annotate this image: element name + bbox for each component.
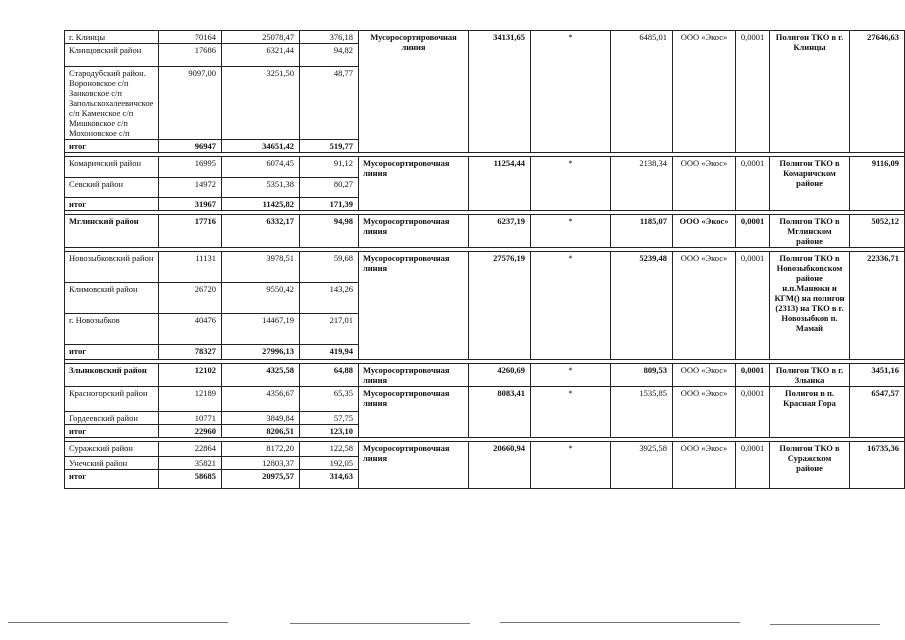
volume-cell: 94,82 — [300, 44, 359, 67]
coef-cell: 0,0001 — [736, 31, 770, 153]
mass-cell: 6074,45 — [222, 157, 300, 178]
population-cell: 31967 — [159, 198, 222, 211]
volume-cell: 171,39 — [300, 198, 359, 211]
mass-cell: 3251,50 — [222, 67, 300, 140]
population-cell: 35821 — [159, 457, 222, 470]
table-row — [65, 215, 905, 248]
population-cell: 14972 — [159, 178, 222, 198]
landfill-cell: Полигон в п. Красная Гора — [770, 387, 850, 438]
capacity-cell: 20660,94 — [469, 442, 531, 489]
mass-cell: 6332,17 — [222, 215, 300, 248]
district-cell: Красногорский район — [65, 387, 159, 412]
mass-cell: 5351,38 — [222, 178, 300, 198]
facility-cell: Мусоросортировочная линия — [359, 215, 469, 248]
district-cell: Унечский район — [65, 457, 159, 470]
volume-cell: 94,98 — [300, 215, 359, 248]
mass-cell: 8172,20 — [222, 442, 300, 457]
landfill-cell: Полигон ТКО в Суражском районе — [770, 442, 850, 489]
volume-cell: 192,05 — [300, 457, 359, 470]
district-cell: Суражский район — [65, 442, 159, 457]
district-cell: итог — [65, 198, 159, 211]
volume-cell: 519,77 — [300, 140, 359, 153]
result-cell: 27646,63 — [850, 31, 905, 153]
mass-cell: 27996,13 — [222, 345, 300, 360]
result-cell: 6547,57 — [850, 387, 905, 438]
volume-cell: 65,35 — [300, 387, 359, 412]
volume-cell: 123,10 — [300, 425, 359, 438]
population-cell: 12102 — [159, 364, 222, 387]
mark-cell: * — [531, 364, 611, 387]
mass-cell: 4325,58 — [222, 364, 300, 387]
district-cell: Злынковский район — [65, 364, 159, 387]
volume-cell: 48,77 — [300, 67, 359, 140]
sorted-cell: 1185,07 — [611, 215, 673, 248]
table-row — [65, 157, 905, 178]
mass-cell: 14467,19 — [222, 314, 300, 345]
operator-cell: ООО «Экос» — [673, 31, 736, 153]
landfill-cell: Полигон ТКО в г. Злынка — [770, 364, 850, 387]
operator-cell: ООО «Экос» — [673, 364, 736, 387]
table-row — [65, 252, 905, 283]
population-cell: 16995 — [159, 157, 222, 178]
sorted-cell: 1535,85 — [611, 387, 673, 438]
volume-cell: 314,63 — [300, 470, 359, 489]
waste-flow-table — [64, 30, 905, 489]
result-cell: 3451,16 — [850, 364, 905, 387]
population-cell: 26720 — [159, 283, 222, 314]
table-row — [65, 442, 905, 457]
coef-cell: 0,0001 — [736, 387, 770, 438]
mark-cell: * — [531, 215, 611, 248]
volume-cell: 80,27 — [300, 178, 359, 198]
facility-cell: Мусоросортировочная линия — [359, 364, 469, 387]
mark-cell: * — [531, 387, 611, 438]
mass-cell: 34651,42 — [222, 140, 300, 153]
operator-cell: ООО «Экос» — [673, 157, 736, 211]
mark-cell: * — [531, 252, 611, 360]
capacity-cell: 8083,41 — [469, 387, 531, 438]
population-cell: 22864 — [159, 442, 222, 457]
facility-cell: Мусоросортировочная линия — [359, 387, 469, 438]
mass-cell: 3849,84 — [222, 412, 300, 425]
table-row — [65, 387, 905, 412]
mark-cell: * — [531, 442, 611, 489]
population-cell: 10771 — [159, 412, 222, 425]
volume-cell: 217,01 — [300, 314, 359, 345]
operator-cell: ООО «Экос» — [673, 252, 736, 360]
sorted-cell: 6485,01 — [611, 31, 673, 153]
volume-cell: 59,68 — [300, 252, 359, 283]
facility-cell: Мусоросортировочная линия — [359, 442, 469, 489]
capacity-cell: 34131,65 — [469, 31, 531, 153]
mass-cell: 12803,37 — [222, 457, 300, 470]
mass-cell: 9550,42 — [222, 283, 300, 314]
district-cell: Мглинский район — [65, 215, 159, 248]
district-cell: итог — [65, 470, 159, 489]
district-cell: Гордеевский район — [65, 412, 159, 425]
district-cell: г. Клинцы — [65, 31, 159, 44]
district-cell: Климовский район — [65, 283, 159, 314]
population-cell: 17716 — [159, 215, 222, 248]
district-cell: итог — [65, 425, 159, 438]
mass-cell: 20975,57 — [222, 470, 300, 489]
district-cell: Новозыбковский район — [65, 252, 159, 283]
sorted-cell: 809,53 — [611, 364, 673, 387]
volume-cell: 64,88 — [300, 364, 359, 387]
capacity-cell: 4260,69 — [469, 364, 531, 387]
volume-cell: 376,18 — [300, 31, 359, 44]
result-cell: 5052,12 — [850, 215, 905, 248]
table-row — [65, 31, 905, 44]
district-cell: Севский район — [65, 178, 159, 198]
result-cell: 9116,09 — [850, 157, 905, 211]
landfill-cell: Полигон ТКО в Мглинском районе — [770, 215, 850, 248]
mass-cell: 3978,51 — [222, 252, 300, 283]
capacity-cell: 11254,44 — [469, 157, 531, 211]
district-cell: Комаричский район — [65, 157, 159, 178]
facility-cell: Мусоросортировочная линия — [359, 31, 469, 153]
operator-cell: ООО «Экос» — [673, 387, 736, 438]
volume-cell: 91,12 — [300, 157, 359, 178]
district-cell: итог — [65, 345, 159, 360]
result-cell: 22336,71 — [850, 252, 905, 360]
population-cell: 22960 — [159, 425, 222, 438]
mass-cell: 25078,47 — [222, 31, 300, 44]
operator-cell: ООО «Экос» — [673, 215, 736, 248]
population-cell: 12189 — [159, 387, 222, 412]
coef-cell: 0,0001 — [736, 364, 770, 387]
landfill-cell: Полигон ТКО в г. Клинцы — [770, 31, 850, 153]
result-cell: 16735,36 — [850, 442, 905, 489]
table-row — [65, 364, 905, 387]
capacity-cell: 6237,19 — [469, 215, 531, 248]
volume-cell: 122,58 — [300, 442, 359, 457]
coef-cell: 0,0001 — [736, 252, 770, 360]
population-cell: 17686 — [159, 44, 222, 67]
landfill-cell: Полигон ТКО в Комаричском районе — [770, 157, 850, 211]
volume-cell: 143,26 — [300, 283, 359, 314]
district-cell: Клинцовский район — [65, 44, 159, 67]
district-cell: Стародубский район. Вороновское с/п Занковское с/п Запольскохалеевичское с/п Каменское с/п Мишковское с/п Мохоновское с/п — [65, 67, 159, 140]
operator-cell: ООО «Экос» — [673, 442, 736, 489]
landfill-cell: Полигон ТКО в Новозыбковском районе н.п.Манюки и КГМ() на полигон (2313) на ТКО в г. Новозыбков п. Мамай — [770, 252, 850, 360]
population-cell: 40476 — [159, 314, 222, 345]
population-cell: 11131 — [159, 252, 222, 283]
coef-cell: 0,0001 — [736, 157, 770, 211]
volume-cell: 419,94 — [300, 345, 359, 360]
population-cell: 96947 — [159, 140, 222, 153]
coef-cell: 0,0001 — [736, 442, 770, 489]
sorted-cell: 3925,58 — [611, 442, 673, 489]
mass-cell: 8206,51 — [222, 425, 300, 438]
population-cell: 70164 — [159, 31, 222, 44]
coef-cell: 0,0001 — [736, 215, 770, 248]
district-cell: г. Новозыбков — [65, 314, 159, 345]
volume-cell: 57,75 — [300, 412, 359, 425]
mark-cell: * — [531, 157, 611, 211]
district-cell: итог — [65, 140, 159, 153]
population-cell: 9097,00 — [159, 67, 222, 140]
mass-cell: 11425,82 — [222, 198, 300, 211]
scan-noise — [0, 622, 905, 628]
sorted-cell: 2138,34 — [611, 157, 673, 211]
capacity-cell: 27576,19 — [469, 252, 531, 360]
mass-cell: 6321,44 — [222, 44, 300, 67]
population-cell: 78327 — [159, 345, 222, 360]
population-cell: 58685 — [159, 470, 222, 489]
facility-cell: Мусоросортировочная линия — [359, 252, 469, 360]
mass-cell: 4356,67 — [222, 387, 300, 412]
sorted-cell: 5239,48 — [611, 252, 673, 360]
facility-cell: Мусоросортировочная линия — [359, 157, 469, 211]
mark-cell: * — [531, 31, 611, 153]
